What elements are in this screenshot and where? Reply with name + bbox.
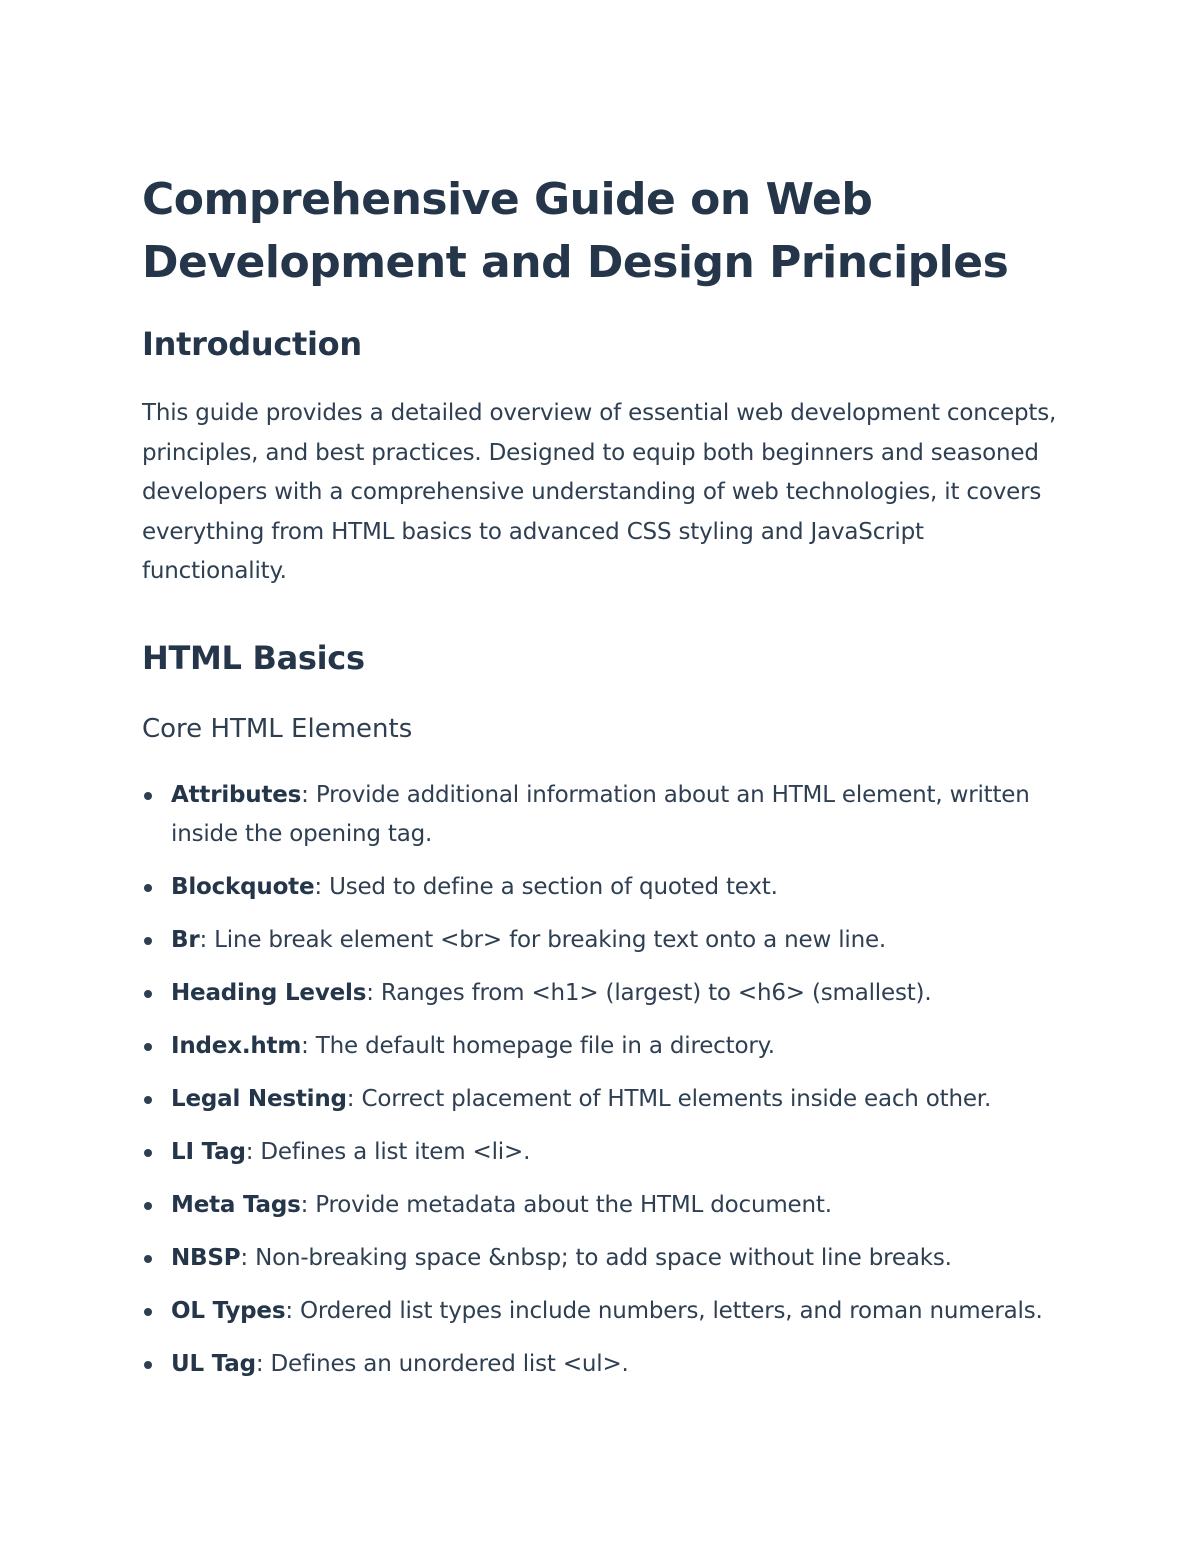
list-item-description: Provide additional information about an HTML element, written inside the opening tag. xyxy=(171,781,1030,847)
bullet-icon xyxy=(144,1043,152,1051)
bullet-icon xyxy=(144,1255,152,1263)
list-item-description: Used to define a section of quoted text. xyxy=(329,874,778,900)
list-item-separator: : xyxy=(199,927,215,953)
document-title: Comprehensive Guide on Web Development and Design Principles xyxy=(142,174,1009,288)
list-item xyxy=(142,868,1062,908)
list-item xyxy=(142,1027,1062,1067)
list-item-term: Blockquote xyxy=(171,874,315,900)
list-item-term: Meta Tags xyxy=(171,1192,301,1218)
subheading-core-html-elements: Core HTML Elements xyxy=(142,713,413,744)
introduction-paragraph: This guide provides a detailed overview of essential web development concepts, principles, and best practices. Designed to equip both beginners and seasoned developers with a comprehensive understanding of web technologies, it covers everything from HTML basics to advanced CSS styling and JavaScript functionality. xyxy=(142,400,1057,584)
list-item-separator: : xyxy=(285,1298,300,1324)
list-item-description: Correct placement of HTML elements inside each other. xyxy=(361,1086,992,1112)
list-item-term: Br xyxy=(171,927,200,953)
section-heading-html-basics: HTML Basics xyxy=(142,638,365,677)
list-item-term: UL Tag xyxy=(171,1351,256,1377)
list-item-term: Legal Nesting xyxy=(171,1086,347,1112)
bullet-icon xyxy=(144,990,152,998)
list-item-description: Ordered list types include numbers, letters, and roman numerals. xyxy=(300,1298,1043,1324)
bullet-icon xyxy=(144,884,152,892)
list-item-separator: : xyxy=(314,874,330,900)
list-item xyxy=(142,1292,1062,1332)
list-item-separator: : xyxy=(301,1033,316,1059)
list-item-description: Line break element <br> for breaking text onto a new line. xyxy=(214,927,887,953)
list-item-separator: : xyxy=(366,980,381,1006)
list-item-description: Non-breaking space &nbsp; to add space without line breaks. xyxy=(255,1245,952,1271)
list-item-separator: : xyxy=(300,1192,316,1218)
list-item-separator: : xyxy=(245,1139,261,1165)
list-item-term: Attributes xyxy=(171,781,302,808)
list-item-separator: : xyxy=(301,781,316,808)
list-item-description: Ranges from <h1> (largest) to <h6> (smallest). xyxy=(380,980,932,1006)
list-item-separator: : xyxy=(255,1351,271,1377)
list-item xyxy=(142,1239,1062,1279)
bullet-icon xyxy=(144,1202,152,1210)
list-item-description: Defines a list item <li>. xyxy=(260,1139,531,1165)
section-heading-introduction: Introduction xyxy=(142,325,362,363)
list-item xyxy=(142,1186,1062,1226)
list-item xyxy=(142,1345,1062,1385)
list-item-term: NBSP xyxy=(171,1245,241,1271)
bullet-icon xyxy=(144,1149,152,1157)
bullet-icon xyxy=(144,1308,152,1316)
list-item xyxy=(142,776,1062,855)
list-item-separator: : xyxy=(240,1245,256,1271)
list-item xyxy=(142,974,1062,1014)
list-item xyxy=(142,1080,1062,1120)
list-item-term: Index.htm xyxy=(171,1033,302,1059)
bullet-icon xyxy=(144,792,152,800)
list-item-term: Heading Levels xyxy=(171,980,367,1006)
list-item-term: LI Tag xyxy=(171,1139,246,1165)
list-item xyxy=(142,1133,1062,1173)
list-item xyxy=(142,921,1062,961)
core-elements-list xyxy=(142,776,1062,1385)
document-page xyxy=(142,168,1062,1398)
bullet-icon xyxy=(144,1361,152,1369)
list-item-description: Defines an unordered list <ul>. xyxy=(270,1351,629,1377)
list-item-description: The default homepage file in a directory. xyxy=(315,1033,775,1059)
list-item-separator: : xyxy=(346,1086,362,1112)
list-item-term: OL Types xyxy=(171,1298,286,1324)
bullet-icon xyxy=(144,937,152,945)
list-item-description: Provide metadata about the HTML document. xyxy=(315,1192,832,1218)
bullet-icon xyxy=(144,1096,152,1104)
